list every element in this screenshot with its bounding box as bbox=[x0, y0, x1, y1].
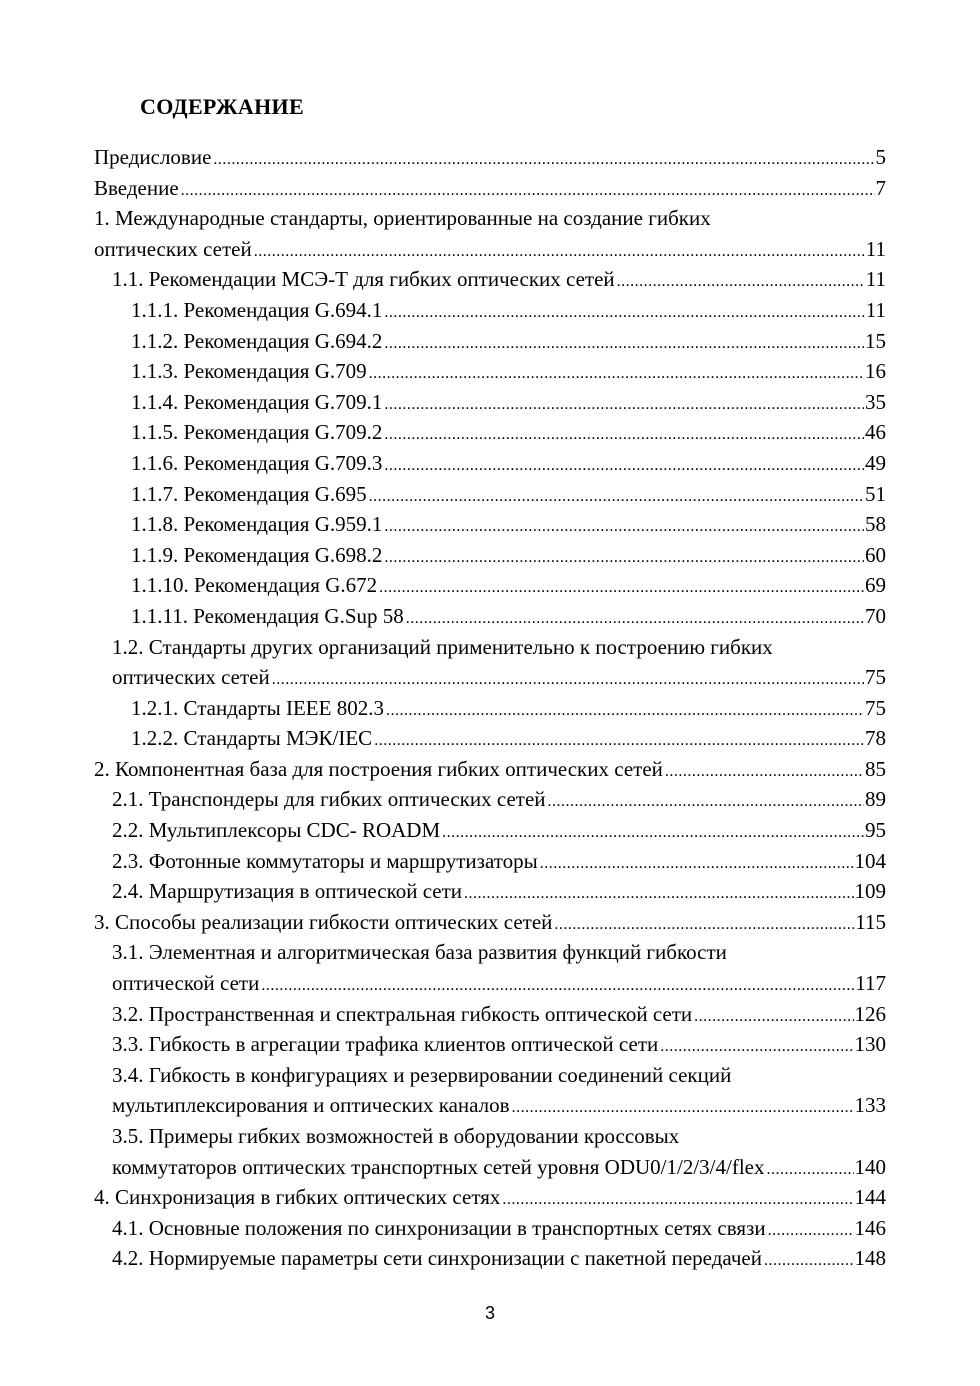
dot-leader bbox=[386, 696, 864, 727]
dot-leader bbox=[768, 1216, 854, 1247]
toc-entry-page: 115 bbox=[855, 909, 886, 934]
dot-leader bbox=[261, 971, 854, 1002]
toc-entry[interactable] bbox=[94, 693, 886, 724]
toc-entry-line bbox=[112, 662, 886, 693]
toc-entry-line bbox=[94, 1182, 886, 1213]
toc-entry-title-line: 1. Международные стандарты, ориентированные на создание гибких bbox=[94, 206, 711, 231]
toc-entry-line bbox=[112, 264, 886, 295]
toc-entry[interactable] bbox=[94, 784, 886, 815]
toc-entry-line bbox=[131, 356, 886, 387]
toc-entry[interactable] bbox=[94, 601, 886, 632]
toc-entry-page: 11 bbox=[865, 236, 886, 261]
toc-entry-page: 60 bbox=[865, 542, 886, 567]
toc-entry-page: 75 bbox=[865, 695, 886, 720]
dot-leader bbox=[548, 787, 864, 818]
table-of-contents bbox=[94, 142, 886, 1274]
dot-leader bbox=[617, 267, 865, 298]
toc-entry[interactable] bbox=[94, 876, 886, 907]
toc-entry-page: 148 bbox=[854, 1246, 886, 1271]
toc-entry-title: 1.1.2. Рекомендация G.694.2 bbox=[131, 328, 383, 353]
toc-entry[interactable] bbox=[94, 1121, 886, 1182]
toc-entry-line bbox=[94, 173, 886, 204]
toc-entry-title: 1.2.1. Стандарты IEEE 802.3 bbox=[131, 695, 384, 720]
toc-entry-page: 109 bbox=[854, 879, 886, 904]
toc-entry-line bbox=[112, 999, 886, 1030]
toc-entry[interactable] bbox=[94, 1243, 886, 1274]
dot-leader bbox=[406, 604, 864, 635]
toc-entry[interactable] bbox=[94, 356, 886, 387]
toc-entry-page: 104 bbox=[854, 848, 886, 873]
toc-entry-title: оптических сетей bbox=[94, 236, 252, 261]
toc-entry[interactable] bbox=[94, 1060, 886, 1121]
toc-entry-line bbox=[112, 1029, 886, 1060]
toc-entry[interactable] bbox=[94, 387, 886, 418]
toc-entry[interactable] bbox=[94, 509, 886, 540]
toc-entry[interactable] bbox=[94, 632, 886, 693]
toc-entry-line bbox=[94, 142, 886, 173]
dot-leader bbox=[554, 910, 854, 941]
toc-entry-page: 126 bbox=[854, 1001, 886, 1026]
page-number: 3 bbox=[484, 1303, 495, 1323]
toc-entry-line bbox=[131, 417, 886, 448]
toc-entry-title: 2.2. Мультиплексоры CDC- ROADM bbox=[112, 818, 441, 843]
toc-entry-page: 5 bbox=[875, 145, 886, 169]
toc-entry[interactable] bbox=[94, 326, 886, 357]
toc-entry-title-line: 1.2. Стандарты других организаций применительно к построению гибких bbox=[112, 634, 773, 659]
toc-entry[interactable] bbox=[94, 173, 886, 204]
toc-entry[interactable] bbox=[94, 417, 886, 448]
toc-entry-line bbox=[131, 693, 886, 724]
toc-entry-title: оптических сетей bbox=[112, 665, 270, 690]
toc-entry-title: 3. Способы реализации гибкости оптических сетей bbox=[94, 909, 553, 934]
toc-entry-title: 1.2.2. Стандарты МЭК/IEC bbox=[131, 726, 373, 751]
dot-leader bbox=[369, 482, 864, 513]
toc-entry-title: 1.1.11. Рекомендация G.Sup 58 bbox=[131, 603, 404, 628]
toc-entry-line bbox=[131, 540, 886, 571]
toc-entry-line bbox=[112, 1243, 886, 1274]
toc-entry-line bbox=[131, 723, 886, 754]
toc-entry-page: 11 bbox=[865, 297, 886, 322]
toc-entry[interactable] bbox=[94, 540, 886, 571]
dot-leader bbox=[384, 420, 864, 451]
toc-entry-line bbox=[131, 601, 886, 632]
toc-entry-page: 15 bbox=[865, 328, 886, 353]
toc-entry-title: 1.1.3. Рекомендация G.709 bbox=[131, 359, 367, 384]
toc-entry[interactable] bbox=[94, 815, 886, 846]
dot-leader bbox=[384, 390, 864, 421]
dot-leader bbox=[384, 329, 864, 360]
toc-entry-line bbox=[131, 479, 886, 510]
dot-leader bbox=[272, 665, 864, 696]
toc-entry[interactable] bbox=[94, 448, 886, 479]
dot-leader bbox=[665, 757, 864, 788]
toc-entry-line bbox=[112, 968, 886, 999]
toc-entry-title: 4.1. Основные положения по синхронизации в транспортных сетях связи bbox=[112, 1215, 766, 1240]
toc-entry-title: 1.1.4. Рекомендация G.709.1 bbox=[131, 389, 383, 414]
toc-entry[interactable] bbox=[94, 754, 886, 785]
toc-entry-page: 117 bbox=[855, 971, 886, 996]
toc-entry-title-line: 3.5. Примеры гибких возможностей в оборудовании кроссовых bbox=[112, 1124, 680, 1148]
dot-leader bbox=[660, 1032, 853, 1063]
toc-entry-title: 1.1.6. Рекомендация G.709.3 bbox=[131, 450, 383, 475]
dot-leader bbox=[384, 512, 864, 543]
toc-entry-title: оптической сети bbox=[112, 971, 260, 996]
toc-entry-page: 130 bbox=[854, 1032, 886, 1057]
toc-entry-page: 140 bbox=[854, 1154, 886, 1179]
toc-entry-title: 1.1. Рекомендации МСЭ-Т для гибких оптических сетей bbox=[112, 267, 615, 292]
toc-entry-line bbox=[131, 448, 886, 479]
toc-entry-title: 2.1. Транспондеры для гибких оптических сетей bbox=[112, 787, 546, 812]
toc-entry[interactable] bbox=[94, 999, 886, 1030]
toc-entry-page: 146 bbox=[854, 1215, 886, 1240]
dot-leader bbox=[764, 1246, 854, 1277]
dot-leader bbox=[254, 237, 865, 268]
dot-leader bbox=[512, 1093, 854, 1124]
toc-entry-page: 95 bbox=[865, 818, 886, 843]
toc-entry-title: 2.4. Маршрутизация в оптической сети bbox=[112, 879, 463, 904]
toc-entry-title: 1.1.7. Рекомендация G.695 bbox=[131, 481, 367, 506]
toc-entry-title: 1.1.8. Рекомендация G.959.1 bbox=[131, 512, 383, 537]
dot-leader bbox=[442, 818, 864, 849]
dot-leader bbox=[213, 145, 874, 176]
toc-entry-page: 7 bbox=[875, 175, 886, 200]
dot-leader bbox=[374, 726, 864, 757]
dot-leader bbox=[540, 849, 854, 880]
dot-leader bbox=[502, 1185, 853, 1216]
toc-entry[interactable] bbox=[94, 937, 886, 998]
toc-entry-title: коммутаторов оптических транспортных сетей уровня ODU0/1/2/3/4/flex bbox=[112, 1154, 765, 1179]
dot-leader bbox=[379, 573, 864, 604]
toc-entry-title: 1.1.10. Рекомендация G.672 bbox=[131, 573, 378, 598]
toc-entry-page: 89 bbox=[865, 787, 886, 812]
dot-leader bbox=[369, 359, 864, 390]
toc-entry-line bbox=[94, 234, 886, 265]
toc-entry-line bbox=[112, 784, 886, 815]
dot-leader bbox=[384, 543, 864, 574]
dot-leader bbox=[694, 1002, 853, 1033]
toc-entry-page: 35 bbox=[865, 389, 886, 414]
toc-entry-page: 58 bbox=[865, 512, 886, 537]
toc-entry[interactable] bbox=[94, 846, 886, 877]
dot-leader bbox=[766, 1155, 853, 1186]
toc-entry[interactable] bbox=[94, 295, 886, 326]
dot-leader bbox=[181, 176, 875, 207]
toc-entry-page: 78 bbox=[865, 726, 886, 751]
toc-entry[interactable] bbox=[94, 570, 886, 601]
toc-entry-line bbox=[94, 907, 886, 938]
toc-entry-line bbox=[131, 387, 886, 418]
toc-entry-page: 144 bbox=[854, 1185, 886, 1210]
toc-entry-page: 49 bbox=[865, 450, 886, 475]
toc-entry-line bbox=[112, 1090, 886, 1121]
toc-entry[interactable] bbox=[94, 264, 886, 295]
toc-entry-title-line: 3.1. Элементная и алгоритмическая база развития функций гибкости bbox=[112, 940, 727, 965]
toc-entry-page: 69 bbox=[865, 573, 886, 598]
toc-entry-line bbox=[131, 570, 886, 601]
toc-entry-line bbox=[112, 815, 886, 846]
toc-entry-title: 1.1.5. Рекомендация G.709.2 bbox=[131, 420, 383, 445]
toc-entry-title: 2.3. Фотонные коммутаторы и маршрутизаторы bbox=[112, 848, 538, 873]
toc-entry-title: 3.2. Пространственная и спектральная гибкость оптической сети bbox=[112, 1001, 693, 1026]
dot-leader bbox=[384, 298, 864, 329]
toc-entry-page: 70 bbox=[865, 603, 886, 628]
toc-entry-page: 51 bbox=[865, 481, 886, 506]
toc-entry[interactable] bbox=[94, 723, 886, 754]
toc-entry-page: 75 bbox=[865, 665, 886, 690]
toc-entry[interactable] bbox=[94, 1213, 886, 1244]
dot-leader bbox=[384, 451, 864, 482]
toc-entry-title-line: 3.4. Гибкость в конфигурациях и резервировании соединений секций bbox=[112, 1062, 732, 1087]
toc-entry-page: 16 bbox=[865, 359, 886, 384]
toc-entry-title: Введение bbox=[94, 175, 179, 200]
toc-entry[interactable] bbox=[94, 479, 886, 510]
dot-leader bbox=[464, 879, 853, 910]
toc-entry-line bbox=[112, 1213, 886, 1244]
toc-entry-title: 3.3. Гибкость в агрегации трафика клиентов оптической сети bbox=[112, 1032, 659, 1057]
toc-entry-title: Предисловие bbox=[94, 145, 212, 169]
toc-entry[interactable] bbox=[94, 203, 886, 264]
toc-entry-line bbox=[131, 326, 886, 357]
toc-entry-line bbox=[112, 876, 886, 907]
toc-entry-title: 2. Компонентная база для построения гибких оптических сетей bbox=[94, 756, 663, 781]
toc-entry-page: 133 bbox=[854, 1093, 886, 1118]
toc-entry-title: 4. Синхронизация в гибких оптических сетях bbox=[94, 1185, 501, 1210]
toc-entry-line bbox=[131, 295, 886, 326]
toc-entry-title: 1.1.9. Рекомендация G.698.2 bbox=[131, 542, 383, 567]
toc-entry[interactable] bbox=[94, 1029, 886, 1060]
toc-entry-page: 46 bbox=[865, 420, 886, 445]
toc-entry-line bbox=[112, 1152, 886, 1183]
toc-entry-line bbox=[94, 754, 886, 785]
toc-entry[interactable] bbox=[94, 1182, 886, 1213]
toc-entry-title: мультиплексирования и оптических каналов bbox=[112, 1093, 510, 1118]
toc-entry-title: 1.1.1. Рекомендация G.694.1 bbox=[131, 297, 383, 322]
toc-entry-page: 11 bbox=[865, 267, 886, 292]
toc-heading: СОДЕРЖАНИЕ bbox=[140, 94, 304, 119]
toc-entry-title: 4.2. Нормируемые параметры сети синхронизации с пакетной передачей bbox=[112, 1246, 762, 1271]
toc-entry-line bbox=[131, 509, 886, 540]
toc-entry[interactable] bbox=[94, 142, 886, 173]
toc-entry-page: 85 bbox=[865, 756, 886, 781]
toc-entry[interactable] bbox=[94, 907, 886, 938]
toc-entry-line bbox=[112, 846, 886, 877]
